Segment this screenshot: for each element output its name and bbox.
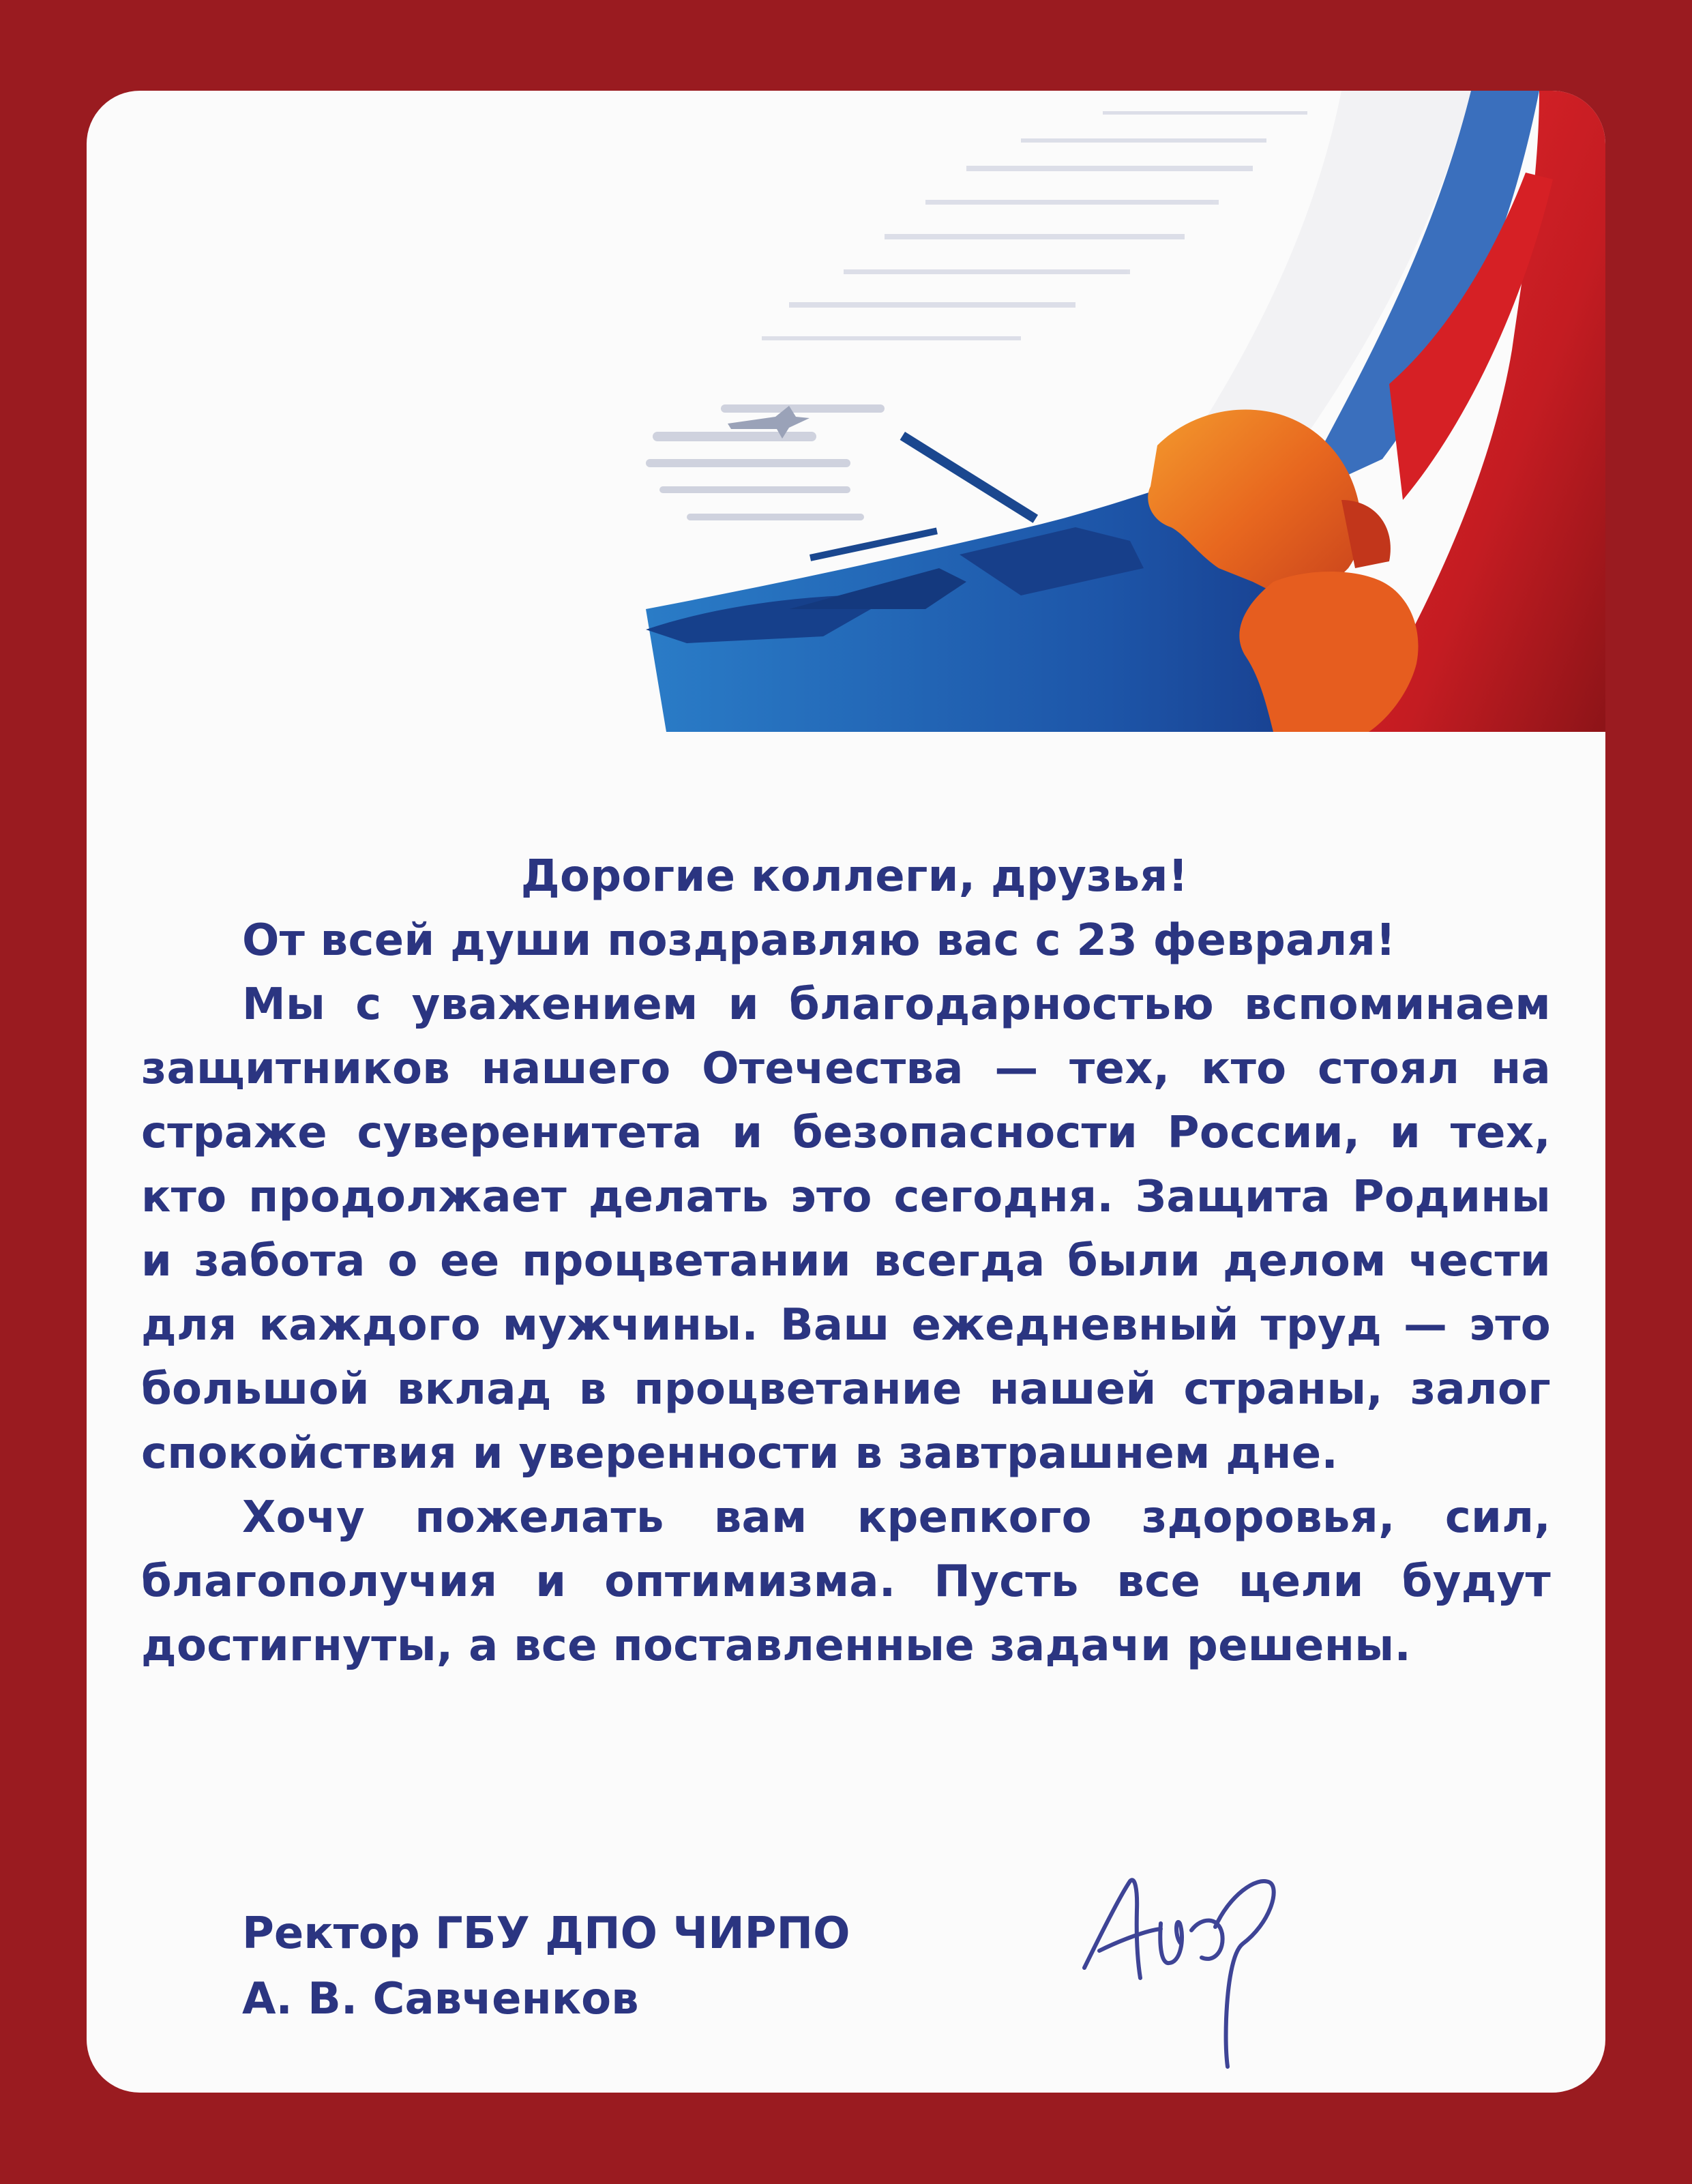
- defender-day-illustration: [584, 91, 1605, 732]
- letter-body: [141, 844, 1551, 1678]
- letter-paragraph-3: Хочу пожелать вам крепкого здоровья, сил, благополучия и оптимизма. Пусть все цели будут достигнуты, а все поставленные задачи решены.: [141, 1492, 1551, 1671]
- letter-paragraph-2: Мы с уважением и благодарностью вспоминаем защитников нашего Отечества — тех, кто стоял на страже суверенитета и безопасности России, и тех, кто продолжает делать это сегодня. Защита Родины и забота о ее процветании всегда были делом чести для каждого мужчины. Ваш ежедневный труд — это большой вклад в процветание нашей страны, залог спокойствия и уверенности в завтрашнем дне.: [141, 979, 1551, 1479]
- signer-name: А. В. Савченков: [242, 1974, 639, 2024]
- greeting-heading: Дорогие коллеги, друзья!: [520, 851, 1189, 902]
- signer-position: Ректор ГБУ ДПО ЧИРПО: [242, 1908, 850, 1959]
- greeting-card: [87, 91, 1605, 2093]
- letter-paragraph-1: От всей души поздравляю вас с 23 февраля!: [242, 915, 1396, 966]
- signature-block: [242, 1901, 850, 2032]
- handwritten-signature: [1072, 1848, 1304, 2074]
